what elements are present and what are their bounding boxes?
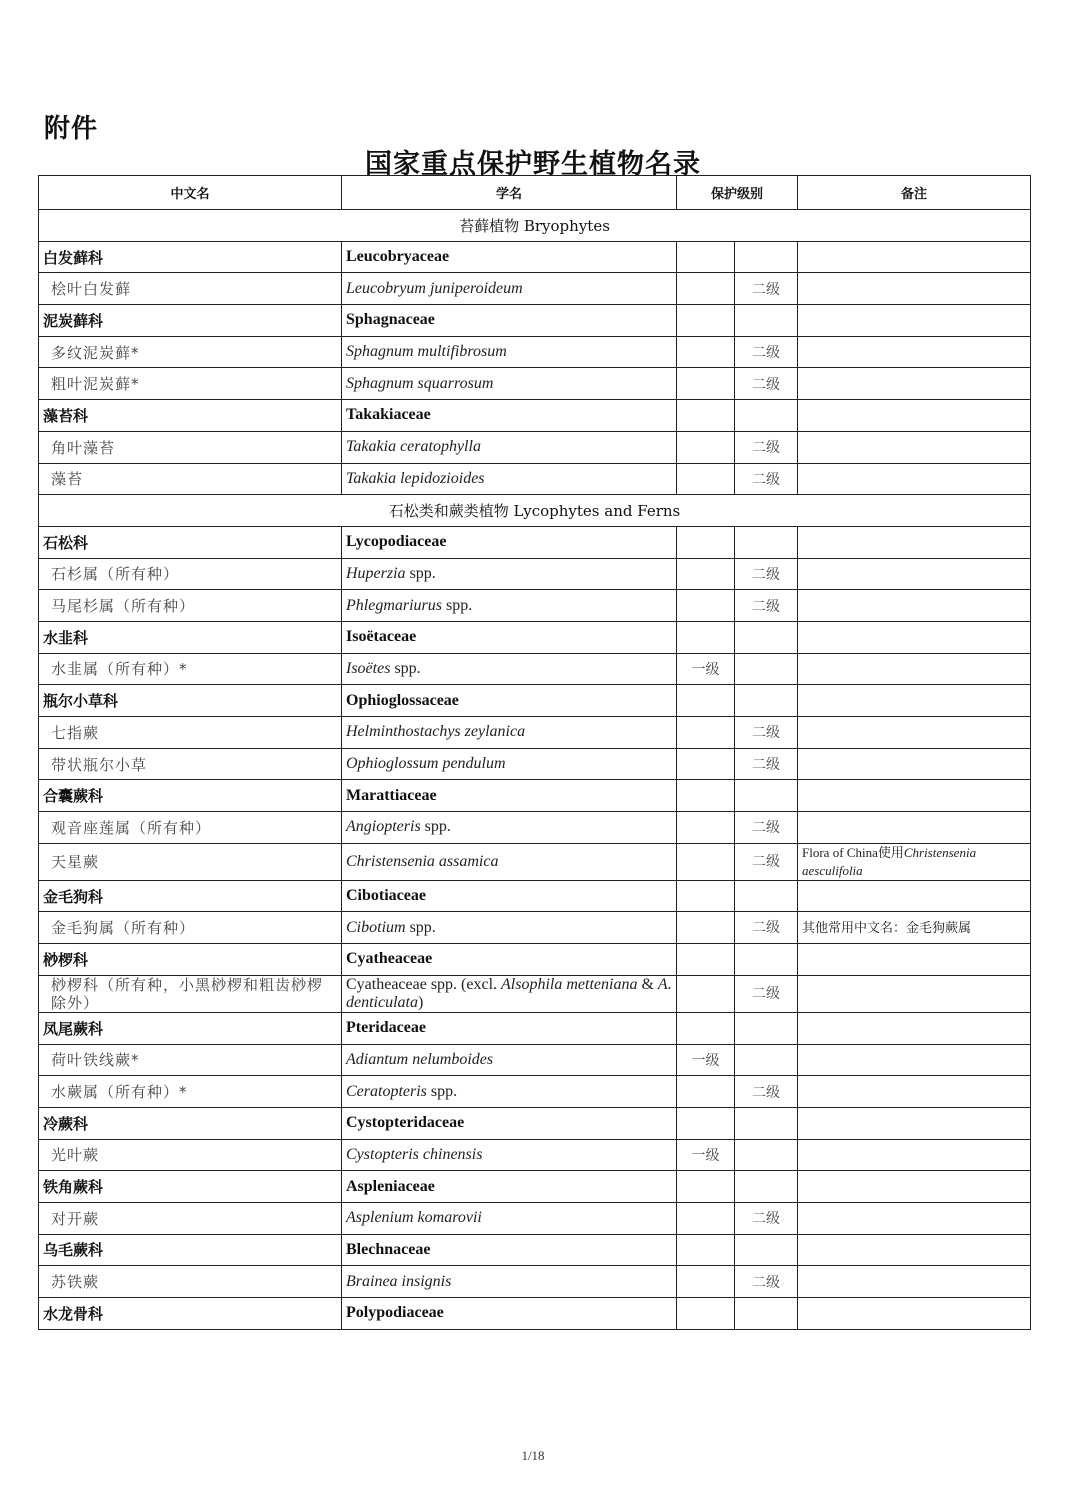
note-cell [798,1298,1031,1330]
scientific-name-suffix: spp. [426,1082,458,1100]
family-scientific-name: Blechnaceae [342,1234,677,1266]
level-two-cell: 二级 [735,336,798,368]
species-chinese-name: 粗叶泥炭藓* [39,368,342,400]
species-row [39,590,1031,622]
note-italic: Christensenia aesculifolia [802,844,977,878]
species-row [39,912,1031,944]
species-chinese-name: 对开蕨 [39,1202,342,1234]
scientific-name-italic: Asplenium komarovii [346,1209,482,1227]
level-one-cell: 一级 [677,1139,735,1171]
note-cell [798,526,1031,558]
scientific-name-italic: Leucobryum juniperoideum [346,279,523,297]
family-scientific-name: Ophioglossaceae [342,685,677,717]
header-chinese-name: 中文名 [39,176,342,210]
species-chinese-name: 马尾杉属（所有种） [39,590,342,622]
family-row [39,400,1031,432]
family-chinese-name: 凤尾蕨科 [39,1012,342,1044]
header-notes: 备注 [798,176,1031,210]
species-row [39,463,1031,495]
note-cell [798,780,1031,812]
species-chinese-name: 带状瓶尔小草 [39,748,342,780]
page-number: 1/18 [521,1448,545,1463]
species-chinese-name: 藻苔 [39,463,342,495]
family-scientific-name: Polypodiaceae [342,1298,677,1330]
species-chinese-name: 荷叶铁线蕨* [39,1044,342,1076]
level-two-cell [735,880,798,912]
scientific-name-suffix: spp. [420,818,451,836]
family-scientific-name: Takakiaceae [342,400,677,432]
level-two-cell: 二级 [735,912,798,944]
plant-list-table [38,175,1031,1330]
species-chinese-name: 石杉属（所有种） [39,558,342,590]
scientific-name-italic: Sphagnum multifibrosum [346,343,507,361]
level-one-cell [677,1202,735,1234]
note-text: 其他常用中文名：金毛狗蕨属 [802,919,972,935]
species-row [39,368,1031,400]
header-scientific-name: 学名 [342,176,677,210]
family-chinese-name: 铁角蕨科 [39,1171,342,1203]
species-row [39,748,1031,780]
level-one-cell [677,431,735,463]
family-chinese-name: 金毛狗科 [39,880,342,912]
note-cell [798,463,1031,495]
family-scientific-name: Cyatheaceae [342,944,677,976]
level-one-cell [677,880,735,912]
family-row [39,1171,1031,1203]
species-scientific-name [342,717,677,749]
species-row [39,431,1031,463]
species-row [39,1139,1031,1171]
family-row [39,685,1031,717]
family-scientific-name: Leucobryaceae [342,241,677,273]
species-row [39,812,1031,844]
family-row [39,1012,1031,1044]
species-chinese-name: 观音座莲属（所有种） [39,812,342,844]
species-scientific-name [342,1044,677,1076]
scientific-name-italic: Phlegmariurus [346,596,442,614]
level-one-cell [677,1076,735,1108]
scientific-name-text: Cyatheaceae spp. (excl. [346,975,502,993]
family-row [39,944,1031,976]
note-cell [798,944,1031,976]
level-two-cell: 二级 [735,1266,798,1298]
species-scientific-name [342,1266,677,1298]
species-row [39,558,1031,590]
family-row [39,1234,1031,1266]
species-scientific-name [342,653,677,685]
level-one-cell [677,717,735,749]
species-chinese-name: 水蕨属（所有种）* [39,1076,342,1108]
scientific-name-italic: Isoëtes [346,659,391,677]
level-one-cell [677,1107,735,1139]
scientific-name-suffix: spp. [405,918,436,936]
level-one-cell [677,1171,735,1203]
species-chinese-name: 角叶藻苔 [39,431,342,463]
family-chinese-name: 瓶尔小草科 [39,685,342,717]
level-two-cell [735,621,798,653]
species-scientific-name [342,748,677,780]
species-scientific-name [342,336,677,368]
level-one-cell [677,526,735,558]
scientific-name-italic: Brainea insignis [346,1272,452,1290]
species-scientific-name [342,843,677,880]
level-one-cell [677,590,735,622]
note-cell [798,1139,1031,1171]
note-cell [798,273,1031,305]
family-chinese-name: 泥炭藓科 [39,305,342,337]
level-two-cell: 二级 [735,1202,798,1234]
level-two-cell [735,1171,798,1203]
level-two-cell [735,1234,798,1266]
family-scientific-name: Sphagnaceae [342,305,677,337]
level-two-cell [735,1298,798,1330]
note-cell [798,912,1031,944]
note-cell [798,880,1031,912]
note-cell [798,717,1031,749]
level-two-cell [735,685,798,717]
level-one-cell: 一级 [677,1044,735,1076]
family-row [39,1107,1031,1139]
scientific-name-italic: Takakia lepidozioides [346,469,485,487]
species-scientific-name [342,1202,677,1234]
note-cell [798,558,1031,590]
level-two-cell [735,944,798,976]
level-two-cell: 二级 [735,558,798,590]
level-two-cell: 二级 [735,748,798,780]
species-chinese-name: 多纹泥炭藓* [39,336,342,368]
level-two-cell [735,526,798,558]
species-scientific-name [342,1076,677,1108]
table-header-row [39,176,1031,210]
level-one-cell [677,1298,735,1330]
level-two-cell [735,780,798,812]
note-text: Flora of China使用 [802,844,904,860]
scientific-name-suffix: spp. [405,564,436,582]
level-one-cell [677,463,735,495]
note-cell [798,812,1031,844]
species-chinese-name: 七指蕨 [39,717,342,749]
species-scientific-name [342,368,677,400]
level-one-cell [677,812,735,844]
species-scientific-name [342,1139,677,1171]
species-chinese-name: 桫椤科（所有种，小黑桫椤和粗齿桫椤除外） [39,975,342,1012]
species-row [39,1044,1031,1076]
species-row [39,975,1031,1012]
species-scientific-name [342,912,677,944]
level-one-cell [677,305,735,337]
species-scientific-name [342,558,677,590]
level-one-cell [677,912,735,944]
level-one-cell [677,843,735,880]
scientific-name-italic: Ceratopteris [346,1082,427,1100]
family-scientific-name: Aspleniaceae [342,1171,677,1203]
attachment-label: 附件 [44,114,99,144]
family-row [39,241,1031,273]
note-cell [798,305,1031,337]
level-two-cell [735,400,798,432]
scientific-name-text: & [637,975,658,993]
level-one-cell [677,558,735,590]
scientific-name-italic: Sphagnum squarrosum [346,374,494,392]
scientific-name-italic: Angiopteris [346,818,421,836]
species-row [39,1202,1031,1234]
family-chinese-name: 石松科 [39,526,342,558]
level-two-cell: 二级 [735,1076,798,1108]
note-cell [798,843,1031,880]
section-row [39,210,1031,242]
level-two-cell: 二级 [735,717,798,749]
family-scientific-name: Lycopodiaceae [342,526,677,558]
note-cell [798,621,1031,653]
level-one-cell [677,685,735,717]
level-two-cell [735,1139,798,1171]
scientific-name-italic: Christensenia assamica [346,852,499,870]
level-one-cell [677,1234,735,1266]
note-cell [798,653,1031,685]
section-row [39,495,1031,527]
level-two-cell [735,1012,798,1044]
level-two-cell [735,305,798,337]
level-one-cell [677,748,735,780]
species-row [39,717,1031,749]
species-scientific-name [342,590,677,622]
family-row [39,1298,1031,1330]
species-row [39,1266,1031,1298]
scientific-name-italic: Adiantum nelumboides [346,1050,494,1068]
level-two-cell: 二级 [735,843,798,880]
species-row [39,653,1031,685]
species-scientific-name [342,812,677,844]
scientific-name-italic: Helminthostachys zeylanica [346,723,526,741]
family-scientific-name: Pteridaceae [342,1012,677,1044]
scientific-name-italic: Takakia ceratophylla [346,438,481,456]
note-cell [798,431,1031,463]
level-two-cell: 二级 [735,273,798,305]
family-scientific-name: Isoëtaceae [342,621,677,653]
family-row [39,305,1031,337]
note-cell [798,368,1031,400]
species-chinese-name: 金毛狗属（所有种） [39,912,342,944]
level-two-cell: 二级 [735,590,798,622]
table-body [39,210,1031,1330]
family-row [39,780,1031,812]
scientific-name-italic: Cystopteris chinensis [346,1145,483,1163]
scientific-name-italic: Huperzia [346,564,406,582]
family-scientific-name: Cibotiaceae [342,880,677,912]
note-cell [798,1234,1031,1266]
species-row [39,843,1031,880]
level-one-cell [677,368,735,400]
species-chinese-name: 光叶蕨 [39,1139,342,1171]
scientific-name-italic: Cibotium [346,918,406,936]
scientific-name-text: ) [417,993,424,1011]
note-cell [798,748,1031,780]
section-heading: 石松类和蕨类植物 Lycophytes and Ferns [39,495,1031,527]
species-chinese-name: 桧叶白发藓 [39,273,342,305]
level-one-cell [677,621,735,653]
family-chinese-name: 冷蕨科 [39,1107,342,1139]
scientific-name-suffix: spp. [390,659,421,677]
level-one-cell [677,975,735,1012]
level-one-cell [677,336,735,368]
note-cell [798,1012,1031,1044]
family-chinese-name: 桫椤科 [39,944,342,976]
scientific-name-italic: A. denticulata [346,975,672,1011]
level-two-cell: 二级 [735,975,798,1012]
level-one-cell [677,241,735,273]
family-row [39,526,1031,558]
level-one-cell [677,1012,735,1044]
level-one-cell [677,400,735,432]
note-cell [798,685,1031,717]
species-row [39,273,1031,305]
level-one-cell: 一级 [677,653,735,685]
level-two-cell: 二级 [735,463,798,495]
note-cell [798,1044,1031,1076]
note-cell [798,336,1031,368]
family-row [39,880,1031,912]
note-cell [798,241,1031,273]
level-two-cell [735,241,798,273]
scientific-name-italic: Ophioglossum pendulum [346,755,506,773]
note-cell [798,400,1031,432]
level-two-cell [735,653,798,685]
level-two-cell: 二级 [735,812,798,844]
family-chinese-name: 水韭科 [39,621,342,653]
level-two-cell [735,1107,798,1139]
species-scientific-name [342,431,677,463]
family-scientific-name: Marattiaceae [342,780,677,812]
species-chinese-name: 苏铁蕨 [39,1266,342,1298]
family-chinese-name: 乌毛蕨科 [39,1234,342,1266]
note-cell [798,1266,1031,1298]
species-chinese-name: 天星蕨 [39,843,342,880]
section-heading: 苔藓植物 Bryophytes [39,210,1031,242]
level-two-cell [735,1044,798,1076]
level-two-cell: 二级 [735,368,798,400]
level-one-cell [677,944,735,976]
family-row [39,621,1031,653]
species-row [39,336,1031,368]
family-scientific-name: Cystopteridaceae [342,1107,677,1139]
note-cell [798,1202,1031,1234]
level-one-cell [677,780,735,812]
level-two-cell: 二级 [735,431,798,463]
species-chinese-name: 水韭属（所有种）* [39,653,342,685]
note-cell [798,1076,1031,1108]
species-scientific-name [342,273,677,305]
family-chinese-name: 水龙骨科 [39,1298,342,1330]
level-one-cell [677,273,735,305]
species-scientific-name [342,463,677,495]
species-scientific-name [342,975,677,1012]
note-cell [798,590,1031,622]
level-one-cell [677,1266,735,1298]
family-chinese-name: 藻苔科 [39,400,342,432]
note-cell [798,1107,1031,1139]
family-chinese-name: 白发藓科 [39,241,342,273]
scientific-name-italic: Alsophila metteniana [501,975,638,993]
species-row [39,1076,1031,1108]
note-cell [798,975,1031,1012]
header-protection-level: 保护级别 [677,176,798,210]
family-chinese-name: 合囊蕨科 [39,780,342,812]
page-title: 国家重点保护野生植物名录 [365,149,701,180]
scientific-name-suffix: spp. [442,596,473,614]
note-cell [798,1171,1031,1203]
